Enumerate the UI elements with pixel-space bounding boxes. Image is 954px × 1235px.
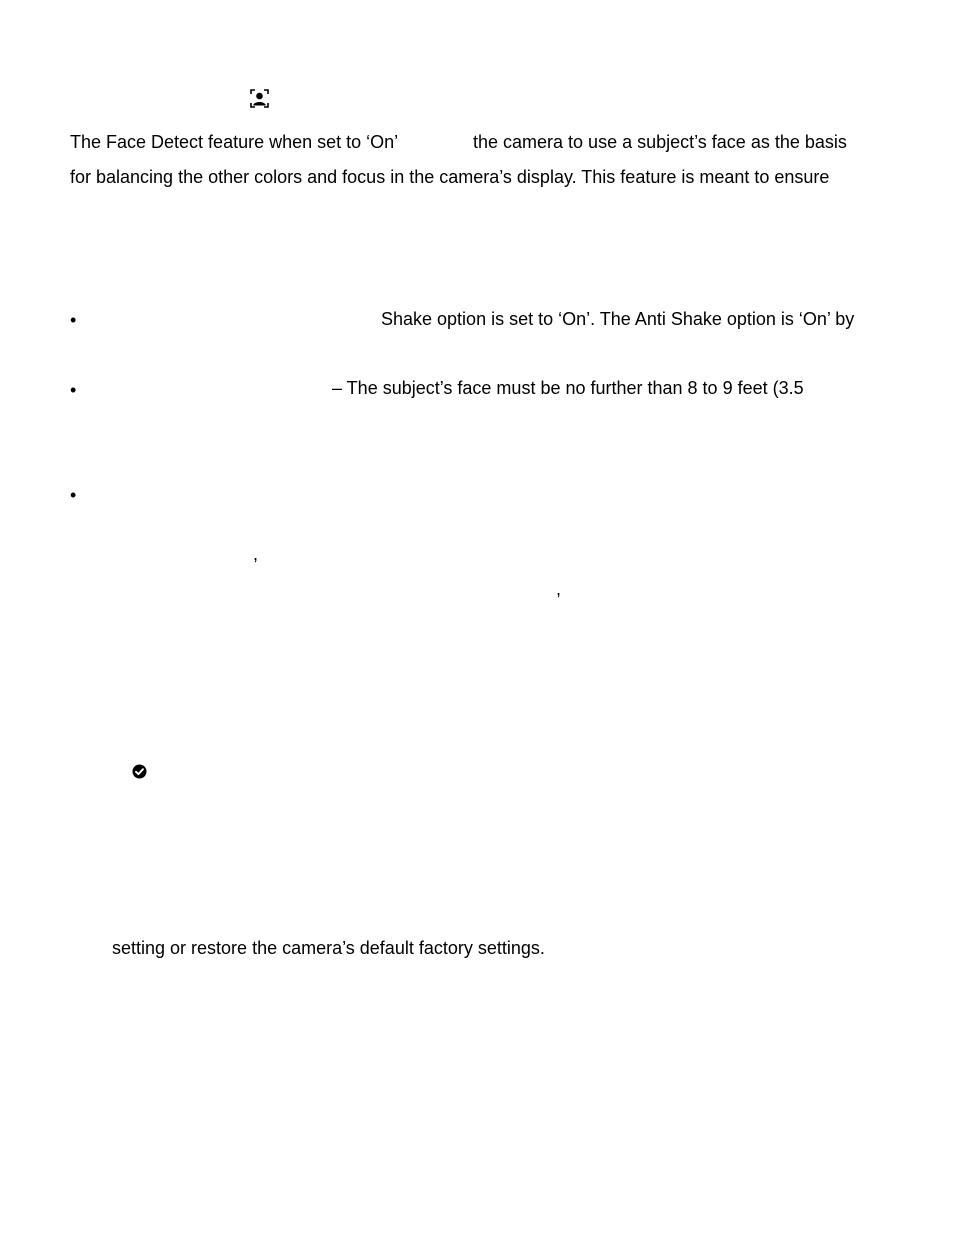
check-circle-icon — [132, 764, 147, 779]
comma-fragment-2: , — [556, 579, 562, 599]
face-detect-paragraph-line2: for balancing the other colors and focus in the camera’s display. This feature is meant to ensure — [70, 167, 830, 187]
bullet-3-marker: • — [70, 485, 77, 505]
bullet-2-marker: • — [70, 380, 77, 400]
bullet-1-text: Shake option is set to ‘On’. The Anti Shake option is ‘On’ by — [381, 309, 855, 329]
comma-fragment-1: , — [253, 544, 259, 564]
bullet-2-text: – The subject’s face must be no further than 8 to 9 feet (3.5 — [332, 378, 804, 398]
face-detect-icon — [250, 89, 269, 108]
bullet-1-marker: • — [70, 310, 77, 330]
face-detect-paragraph-line1-end: the camera to use a subject’s face as the basis — [473, 132, 847, 152]
reset-description: setting or restore the camera’s default factory settings. — [112, 938, 545, 958]
face-detect-paragraph-line1-start: The Face Detect feature when set to ‘On’ — [70, 132, 399, 152]
